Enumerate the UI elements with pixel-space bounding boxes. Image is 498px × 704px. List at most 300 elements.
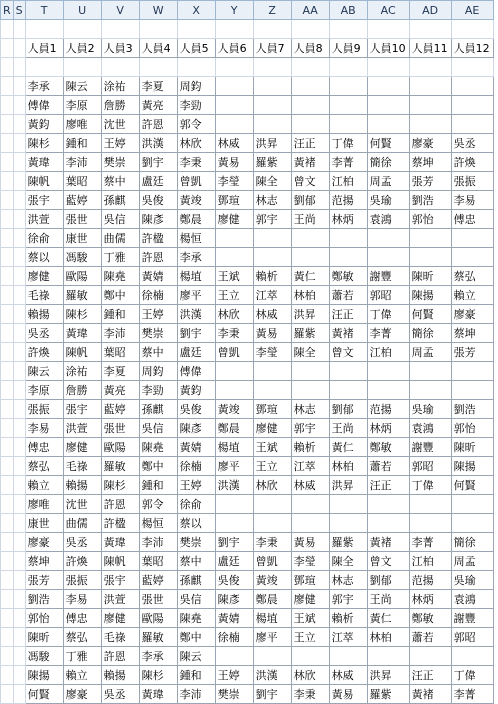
cell[interactable]: [409, 229, 451, 248]
cell[interactable]: 王婷: [177, 476, 215, 495]
cell[interactable]: 傅忠: [25, 438, 63, 457]
cell[interactable]: 劉郁: [291, 191, 329, 210]
cell[interactable]: [139, 58, 177, 77]
cell[interactable]: [291, 20, 329, 39]
cell[interactable]: 蔡中: [177, 552, 215, 571]
cell[interactable]: [13, 229, 25, 248]
cell[interactable]: 賴揚: [101, 666, 139, 685]
cell[interactable]: 廖健: [253, 419, 291, 438]
cell[interactable]: 林威: [329, 666, 367, 685]
cell[interactable]: [215, 381, 253, 400]
cell[interactable]: [13, 286, 25, 305]
cell[interactable]: 林炳: [329, 210, 367, 229]
cell[interactable]: 張芳: [409, 172, 451, 191]
cell[interactable]: 毛祿: [63, 457, 101, 476]
cell[interactable]: 葉昭: [139, 552, 177, 571]
cell[interactable]: [215, 96, 253, 115]
cell[interactable]: 何賢: [451, 476, 493, 495]
cell[interactable]: 洪漢: [139, 134, 177, 153]
cell[interactable]: 陳昕: [409, 267, 451, 286]
cell[interactable]: [1, 647, 14, 666]
cell[interactable]: 廖健: [25, 267, 63, 286]
cell[interactable]: [451, 115, 493, 134]
cell[interactable]: [13, 134, 25, 153]
cell[interactable]: 江萃: [291, 457, 329, 476]
cell[interactable]: [1, 685, 14, 704]
cell[interactable]: [13, 590, 25, 609]
cell[interactable]: 羅敏: [63, 286, 101, 305]
cell[interactable]: [13, 419, 25, 438]
cell[interactable]: 徐楠: [177, 457, 215, 476]
cell[interactable]: [253, 381, 291, 400]
cell[interactable]: 曲儒: [101, 229, 139, 248]
cell[interactable]: [1, 324, 14, 343]
cell[interactable]: 江柏: [367, 343, 409, 362]
cell[interactable]: 陳杉: [25, 134, 63, 153]
cell[interactable]: [13, 153, 25, 172]
cell[interactable]: 丁雅: [63, 647, 101, 666]
cell[interactable]: [367, 96, 409, 115]
cell[interactable]: 洪萱: [63, 419, 101, 438]
cell[interactable]: 葉昭: [101, 343, 139, 362]
cell[interactable]: [253, 362, 291, 381]
cell[interactable]: [13, 172, 25, 191]
cell[interactable]: 王尚: [329, 419, 367, 438]
cell[interactable]: [13, 362, 25, 381]
staff-header-cell[interactable]: 人員9: [329, 39, 367, 58]
cell[interactable]: [13, 609, 25, 628]
cell[interactable]: [409, 58, 451, 77]
column-header-ad[interactable]: AD: [409, 1, 451, 20]
cell[interactable]: 王立: [291, 628, 329, 647]
cell[interactable]: [329, 495, 367, 514]
cell[interactable]: 林威: [291, 476, 329, 495]
cell[interactable]: 吳俊: [139, 191, 177, 210]
cell[interactable]: [13, 495, 25, 514]
cell[interactable]: [1, 400, 14, 419]
cell[interactable]: 賴揚: [25, 305, 63, 324]
cell[interactable]: 廖豪: [409, 134, 451, 153]
cell[interactable]: [253, 647, 291, 666]
cell[interactable]: 楊恒: [177, 229, 215, 248]
column-header-z[interactable]: Z: [253, 1, 291, 20]
cell[interactable]: [253, 20, 291, 39]
cell[interactable]: 范揚: [409, 571, 451, 590]
cell[interactable]: [63, 20, 101, 39]
cell[interactable]: 許煥: [25, 343, 63, 362]
column-header-aa[interactable]: AA: [291, 1, 329, 20]
cell[interactable]: 王斌: [291, 609, 329, 628]
cell[interactable]: 羅敏: [139, 628, 177, 647]
cell[interactable]: 鄭敏: [329, 267, 367, 286]
cell[interactable]: [1, 571, 14, 590]
cell[interactable]: [215, 362, 253, 381]
cell[interactable]: [291, 647, 329, 666]
cell[interactable]: 賴揚: [63, 476, 101, 495]
cell[interactable]: 許恩: [139, 248, 177, 267]
cell[interactable]: 廖豪: [451, 305, 493, 324]
cell[interactable]: [367, 20, 409, 39]
cell[interactable]: [215, 115, 253, 134]
cell[interactable]: 鄭中: [101, 286, 139, 305]
cell[interactable]: 徐俞: [177, 495, 215, 514]
cell[interactable]: 郭宇: [291, 419, 329, 438]
cell[interactable]: 詹勝: [63, 381, 101, 400]
cell[interactable]: [215, 20, 253, 39]
cell[interactable]: [1, 305, 14, 324]
cell[interactable]: 蔡中: [101, 172, 139, 191]
cell[interactable]: 李瑩: [215, 172, 253, 191]
cell[interactable]: 劉郁: [367, 571, 409, 590]
cell[interactable]: 陳全: [253, 172, 291, 191]
cell[interactable]: 張芳: [451, 343, 493, 362]
cell[interactable]: 李勁: [177, 96, 215, 115]
cell[interactable]: [1, 172, 14, 191]
cell[interactable]: 丁偉: [367, 305, 409, 324]
cell[interactable]: 郭令: [177, 115, 215, 134]
cell[interactable]: 李秉: [177, 153, 215, 172]
staff-header-cell[interactable]: [13, 39, 25, 58]
cell[interactable]: 黃瑋: [63, 324, 101, 343]
cell[interactable]: [253, 248, 291, 267]
cell[interactable]: 康世: [25, 514, 63, 533]
cell[interactable]: 鄭晨: [253, 590, 291, 609]
cell[interactable]: [253, 115, 291, 134]
cell[interactable]: 洪漢: [253, 666, 291, 685]
cell[interactable]: 洪萱: [101, 590, 139, 609]
cell[interactable]: 王立: [215, 286, 253, 305]
staff-header-cell[interactable]: 人員10: [367, 39, 409, 58]
cell[interactable]: [253, 58, 291, 77]
cell[interactable]: 楊埴: [253, 609, 291, 628]
cell[interactable]: 李原: [25, 381, 63, 400]
cell[interactable]: 羅紫: [291, 324, 329, 343]
cell[interactable]: 郭怡: [409, 210, 451, 229]
cell[interactable]: 林欣: [253, 476, 291, 495]
cell[interactable]: 吳信: [139, 419, 177, 438]
cell[interactable]: [1, 419, 14, 438]
cell[interactable]: [1, 267, 14, 286]
cell[interactable]: 范揚: [367, 400, 409, 419]
cell[interactable]: [13, 685, 25, 704]
cell[interactable]: [291, 381, 329, 400]
cell[interactable]: 楊恒: [139, 514, 177, 533]
staff-header-cell[interactable]: 人員4: [139, 39, 177, 58]
cell[interactable]: 黃瑋: [101, 533, 139, 552]
cell[interactable]: 江萃: [329, 628, 367, 647]
cell[interactable]: [1, 590, 14, 609]
column-header-ac[interactable]: AC: [367, 1, 409, 20]
cell[interactable]: 簡徐: [367, 153, 409, 172]
cell[interactable]: 廖平: [253, 628, 291, 647]
cell[interactable]: 孫麒: [139, 400, 177, 419]
cell[interactable]: 周孟: [409, 343, 451, 362]
cell[interactable]: [1, 438, 14, 457]
cell[interactable]: 廖平: [177, 286, 215, 305]
cell[interactable]: [409, 248, 451, 267]
cell[interactable]: [291, 362, 329, 381]
cell[interactable]: [13, 267, 25, 286]
cell[interactable]: 陳堯: [139, 438, 177, 457]
cell[interactable]: 黃竣: [215, 400, 253, 419]
cell[interactable]: 陳云: [63, 77, 101, 96]
cell[interactable]: 徐俞: [25, 229, 63, 248]
cell[interactable]: 何賢: [25, 685, 63, 704]
cell[interactable]: 鄭中: [177, 628, 215, 647]
cell[interactable]: 黃褚: [409, 685, 451, 704]
cell[interactable]: 許恩: [101, 647, 139, 666]
cell[interactable]: 鄭晨: [177, 210, 215, 229]
cell[interactable]: [367, 229, 409, 248]
cell[interactable]: 蕭若: [367, 457, 409, 476]
cell[interactable]: 李夏: [139, 77, 177, 96]
cell[interactable]: 吳俊: [177, 400, 215, 419]
cell[interactable]: [13, 96, 25, 115]
cell[interactable]: [1, 229, 14, 248]
staff-header-cell[interactable]: [1, 39, 14, 58]
cell[interactable]: 黃褚: [291, 153, 329, 172]
cell[interactable]: [409, 96, 451, 115]
cell[interactable]: 毛祿: [101, 628, 139, 647]
cell[interactable]: 吳丞: [101, 685, 139, 704]
cell[interactable]: 鄭敏: [409, 609, 451, 628]
cell[interactable]: 江萃: [253, 286, 291, 305]
cell[interactable]: [13, 20, 25, 39]
cell[interactable]: 黃婧: [139, 267, 177, 286]
cell[interactable]: 丁偉: [409, 476, 451, 495]
cell[interactable]: 張宇: [25, 191, 63, 210]
cell[interactable]: 賴析: [253, 267, 291, 286]
cell[interactable]: 吳信: [177, 590, 215, 609]
cell[interactable]: 樊崇: [139, 324, 177, 343]
cell[interactable]: 黃竣: [177, 191, 215, 210]
cell[interactable]: [253, 495, 291, 514]
cell[interactable]: [253, 77, 291, 96]
cell[interactable]: [13, 533, 25, 552]
cell[interactable]: 郭怡: [25, 609, 63, 628]
cell[interactable]: 林威: [253, 305, 291, 324]
cell[interactable]: [367, 115, 409, 134]
cell[interactable]: 林欣: [291, 666, 329, 685]
cell[interactable]: 陳揚: [409, 286, 451, 305]
cell[interactable]: 林欣: [177, 134, 215, 153]
cell[interactable]: 吳瑜: [409, 400, 451, 419]
cell[interactable]: 王婷: [139, 305, 177, 324]
cell[interactable]: 羅敏: [101, 457, 139, 476]
cell[interactable]: 李菁: [329, 153, 367, 172]
cell[interactable]: 陳杉: [63, 305, 101, 324]
cell[interactable]: [1, 457, 14, 476]
cell[interactable]: [409, 20, 451, 39]
cell[interactable]: 王斌: [215, 267, 253, 286]
cell[interactable]: 汪正: [291, 134, 329, 153]
cell[interactable]: 許煥: [451, 153, 493, 172]
cell[interactable]: [451, 514, 493, 533]
cell[interactable]: [215, 495, 253, 514]
cell[interactable]: 蔡中: [139, 343, 177, 362]
cell[interactable]: [329, 77, 367, 96]
cell[interactable]: [13, 381, 25, 400]
cell[interactable]: 簡徐: [451, 533, 493, 552]
cell[interactable]: 沈世: [101, 115, 139, 134]
cell[interactable]: 藍婷: [63, 191, 101, 210]
cell[interactable]: 蔡弘: [25, 457, 63, 476]
cell[interactable]: 許恩: [139, 115, 177, 134]
cell[interactable]: [367, 495, 409, 514]
staff-header-cell[interactable]: 人員3: [101, 39, 139, 58]
cell[interactable]: 許恩: [101, 495, 139, 514]
cell[interactable]: [253, 514, 291, 533]
cell[interactable]: 黃亮: [139, 96, 177, 115]
cell[interactable]: 廖健: [215, 210, 253, 229]
column-header-v[interactable]: V: [101, 1, 139, 20]
cell[interactable]: 羅紫: [253, 153, 291, 172]
cell[interactable]: [1, 77, 14, 96]
cell[interactable]: [409, 495, 451, 514]
cell[interactable]: [13, 571, 25, 590]
cell[interactable]: 傅偉: [25, 96, 63, 115]
cell[interactable]: 江柏: [409, 552, 451, 571]
cell[interactable]: 李秉: [291, 685, 329, 704]
cell[interactable]: 洪漢: [177, 305, 215, 324]
cell[interactable]: [13, 210, 25, 229]
cell[interactable]: [329, 229, 367, 248]
cell[interactable]: [13, 552, 25, 571]
cell[interactable]: 曾文: [329, 343, 367, 362]
cell[interactable]: 曲儒: [63, 514, 101, 533]
cell[interactable]: 李原: [63, 96, 101, 115]
cell[interactable]: [1, 628, 14, 647]
cell[interactable]: [1, 381, 14, 400]
cell[interactable]: [329, 647, 367, 666]
column-header-r[interactable]: R: [1, 1, 14, 20]
cell[interactable]: 張芳: [25, 571, 63, 590]
cell[interactable]: 賴析: [291, 438, 329, 457]
cell[interactable]: 鄧瑄: [215, 191, 253, 210]
cell[interactable]: 王婷: [215, 666, 253, 685]
cell[interactable]: [451, 229, 493, 248]
cell[interactable]: 郭宇: [329, 590, 367, 609]
staff-header-cell[interactable]: 人員7: [253, 39, 291, 58]
cell[interactable]: 吳丞: [63, 533, 101, 552]
cell[interactable]: 李易: [25, 419, 63, 438]
cell[interactable]: [13, 438, 25, 457]
staff-header-cell[interactable]: 人員12: [451, 39, 493, 58]
cell[interactable]: 李沛: [63, 153, 101, 172]
cell[interactable]: 涂祐: [101, 77, 139, 96]
cell[interactable]: 林欣: [215, 305, 253, 324]
cell[interactable]: 鍾和: [139, 476, 177, 495]
cell[interactable]: 何賢: [409, 305, 451, 324]
cell[interactable]: [291, 248, 329, 267]
cell[interactable]: [13, 58, 25, 77]
cell[interactable]: 盧廷: [177, 343, 215, 362]
cell[interactable]: 劉宇: [177, 324, 215, 343]
cell[interactable]: 廖健: [63, 438, 101, 457]
cell[interactable]: 賴立: [25, 476, 63, 495]
cell[interactable]: 張振: [63, 571, 101, 590]
cell[interactable]: 李菁: [367, 324, 409, 343]
cell[interactable]: 鍾和: [177, 666, 215, 685]
cell[interactable]: [409, 362, 451, 381]
cell[interactable]: [367, 514, 409, 533]
cell[interactable]: [1, 191, 14, 210]
cell[interactable]: 謝豐: [409, 438, 451, 457]
cell[interactable]: 許煥: [63, 552, 101, 571]
cell[interactable]: [329, 514, 367, 533]
cell[interactable]: [1, 476, 14, 495]
cell[interactable]: 陳帆: [101, 552, 139, 571]
cell[interactable]: 劉宇: [215, 533, 253, 552]
cell[interactable]: [451, 647, 493, 666]
cell[interactable]: 王婷: [101, 134, 139, 153]
cell[interactable]: 陳全: [329, 552, 367, 571]
cell[interactable]: [329, 362, 367, 381]
cell[interactable]: [329, 96, 367, 115]
cell[interactable]: 樊崇: [177, 533, 215, 552]
cell[interactable]: [291, 58, 329, 77]
cell[interactable]: [1, 609, 14, 628]
cell[interactable]: [367, 362, 409, 381]
cell[interactable]: 蔡弘: [451, 267, 493, 286]
cell[interactable]: [253, 96, 291, 115]
cell[interactable]: [1, 210, 14, 229]
cell[interactable]: 蔡坤: [25, 552, 63, 571]
cell[interactable]: 陳全: [291, 343, 329, 362]
cell[interactable]: [1, 134, 14, 153]
cell[interactable]: [177, 58, 215, 77]
cell[interactable]: 汪正: [367, 476, 409, 495]
cell[interactable]: 郭宇: [253, 210, 291, 229]
cell[interactable]: 張世: [101, 419, 139, 438]
cell[interactable]: 黃竣: [253, 571, 291, 590]
cell[interactable]: [291, 115, 329, 134]
cell[interactable]: [451, 58, 493, 77]
cell[interactable]: 王尚: [291, 210, 329, 229]
cell[interactable]: 李沛: [177, 685, 215, 704]
cell[interactable]: 林柏: [329, 457, 367, 476]
cell[interactable]: [329, 115, 367, 134]
cell[interactable]: 王尚: [367, 590, 409, 609]
cell[interactable]: 洪昇: [329, 476, 367, 495]
cell[interactable]: 劉浩: [409, 191, 451, 210]
cell[interactable]: [409, 647, 451, 666]
cell[interactable]: [1, 495, 14, 514]
cell[interactable]: 羅紫: [367, 685, 409, 704]
cell[interactable]: [1, 286, 14, 305]
cell[interactable]: 李夏: [101, 362, 139, 381]
cell[interactable]: 陳云: [177, 647, 215, 666]
cell[interactable]: [291, 495, 329, 514]
cell[interactable]: 孫麒: [177, 571, 215, 590]
staff-header-cell[interactable]: 人員8: [291, 39, 329, 58]
cell[interactable]: [215, 58, 253, 77]
column-header-ae[interactable]: AE: [451, 1, 493, 20]
cell[interactable]: 劉郁: [329, 400, 367, 419]
cell[interactable]: 廖健: [101, 609, 139, 628]
cell[interactable]: [215, 77, 253, 96]
cell[interactable]: 陳帆: [25, 172, 63, 191]
cell[interactable]: 黃仁: [291, 267, 329, 286]
cell[interactable]: 盧廷: [215, 552, 253, 571]
cell[interactable]: 吳瑜: [451, 571, 493, 590]
cell[interactable]: 范揚: [329, 191, 367, 210]
cell[interactable]: 郭怡: [451, 419, 493, 438]
cell[interactable]: 李承: [139, 647, 177, 666]
cell[interactable]: [367, 381, 409, 400]
cell[interactable]: 賴析: [329, 609, 367, 628]
cell[interactable]: 江柏: [329, 172, 367, 191]
